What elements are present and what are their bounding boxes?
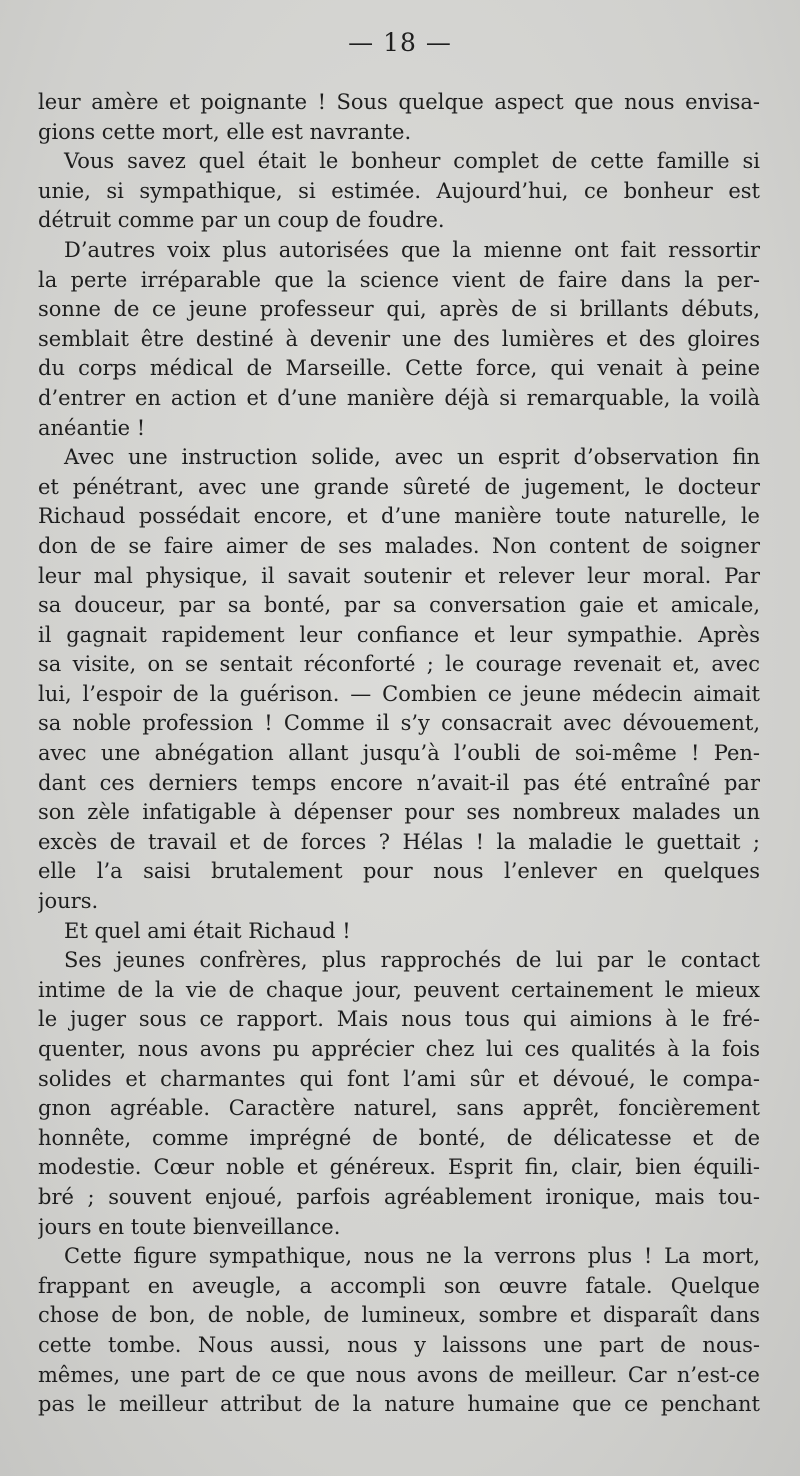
text-line: lui, l’espoir de la guérison. — Combien ce jeune médecin aimait xyxy=(38,681,760,706)
text-line: Et quel ami était Richaud ! xyxy=(64,918,351,943)
text-line: du corps médical de Marseille. Cette force, qui venait à peine xyxy=(38,356,760,381)
text-line: chose de bon, de noble, de lumineux, sombre et disparaît dans xyxy=(38,1303,760,1328)
text-line: sa noble profession ! Comme il s’y consacrait avec dévouement, xyxy=(38,711,760,736)
text-line: son zèle infatigable à dépenser pour ses nombreux malades un xyxy=(38,800,760,825)
text-line: détruit comme par un coup de foudre. xyxy=(38,208,445,233)
text-line: il gagnait rapidement leur confiance et leur sympathie. Après xyxy=(38,622,760,647)
text-line: bré ; souvent enjoué, parfois agréablement ironique, mais tou- xyxy=(38,1184,760,1209)
text-line: avec une abnégation allant jusqu’à l’oubli de soi-même ! Pen- xyxy=(38,741,760,766)
text-line: et pénétrant, avec une grande sûreté de jugement, le docteur xyxy=(38,474,760,499)
text-line: d’entrer en action et d’une manière déjà si remarquable, la voilà xyxy=(38,385,760,410)
text-line: anéantie ! xyxy=(38,415,146,440)
text-line: sa visite, on se sentait réconforté ; le courage revenait et, avec xyxy=(38,652,760,677)
text-line: gnon agréable. Caractère naturel, sans apprêt, foncièrement xyxy=(38,1096,760,1121)
text-line: frappant en aveugle, a accompli son œuvre fatale. Quelque xyxy=(38,1273,760,1298)
text-line: don de se faire aimer de ses malades. Non content de soigner xyxy=(38,533,760,558)
text-line: elle l’a saisi brutalement pour nous l’enlever en quelques xyxy=(38,859,760,884)
text-line: leur amère et poignante ! Sous quelque aspect que nous envisa- xyxy=(38,90,760,114)
text-line: Cette figure sympathique, nous ne la verrons plus ! La mort, xyxy=(64,1244,760,1269)
text-line: semblait être destiné à devenir une des lumières et des gloires xyxy=(38,326,760,351)
text-line: cette tombe. Nous aussi, nous y laissons une part de nous- xyxy=(38,1332,760,1357)
text-line: honnête, comme imprégné de bonté, de délicatesse et de xyxy=(38,1125,760,1150)
text-line: sa douceur, par sa bonté, par sa conversation gaie et amicale, xyxy=(38,593,760,618)
text-line: la perte irréparable que la science vient de faire dans la per- xyxy=(38,267,760,292)
text-line: le juger sous ce rapport. Mais nous tous qui aimions à le fré- xyxy=(38,1007,760,1032)
text-line: mêmes, une part de ce que nous avons de meilleur. Car n’est-ce xyxy=(38,1362,760,1387)
text-line: gions cette mort, elle est navrante. xyxy=(38,119,412,144)
text-line: Richaud possédait encore, et d’une manière toute naturelle, le xyxy=(38,504,760,529)
text-line: solides et charmantes qui font l’ami sûr et dévoué, le compa- xyxy=(38,1066,760,1091)
text-line: D’autres voix plus autorisées que la mienne ont fait ressortir xyxy=(64,237,760,262)
text-line: Avec une instruction solide, avec un esprit d’observation fin xyxy=(64,445,760,470)
text-line: Vous savez quel était le bonheur complet de cette famille si xyxy=(64,149,760,174)
text-line: jours en toute bienveillance. xyxy=(38,1214,341,1239)
text-line: pas le meilleur attribut de la nature humaine que ce penchant xyxy=(38,1392,760,1417)
body-text xyxy=(38,88,760,1420)
text-line: excès de travail et de forces ? Hélas ! la maladie le guettait ; xyxy=(38,829,760,854)
text-line: modestie. Cœur noble et généreux. Esprit fin, clair, bien équili- xyxy=(38,1155,760,1180)
text-line: dant ces derniers temps encore n’avait-il pas été entraîné par xyxy=(38,770,760,795)
text-line: intime de la vie de chaque jour, peuvent certainement le mieux xyxy=(38,977,760,1002)
text-line: leur mal physique, il savait soutenir et relever leur moral. Par xyxy=(38,563,760,588)
text-line: quenter, nous avons pu apprécier chez lui ces qualités à la fois xyxy=(38,1037,760,1061)
text-line: unie, si sympathique, si estimée. Aujourd’hui, ce bonheur est xyxy=(38,178,760,203)
text-line: sonne de ce jeune professeur qui, après de si brillants débuts, xyxy=(38,297,760,322)
text-line: jours. xyxy=(38,889,99,914)
text-line: Ses jeunes confrères, plus rapprochés de lui par le contact xyxy=(64,948,760,973)
page-number: — 18 — xyxy=(348,28,452,57)
